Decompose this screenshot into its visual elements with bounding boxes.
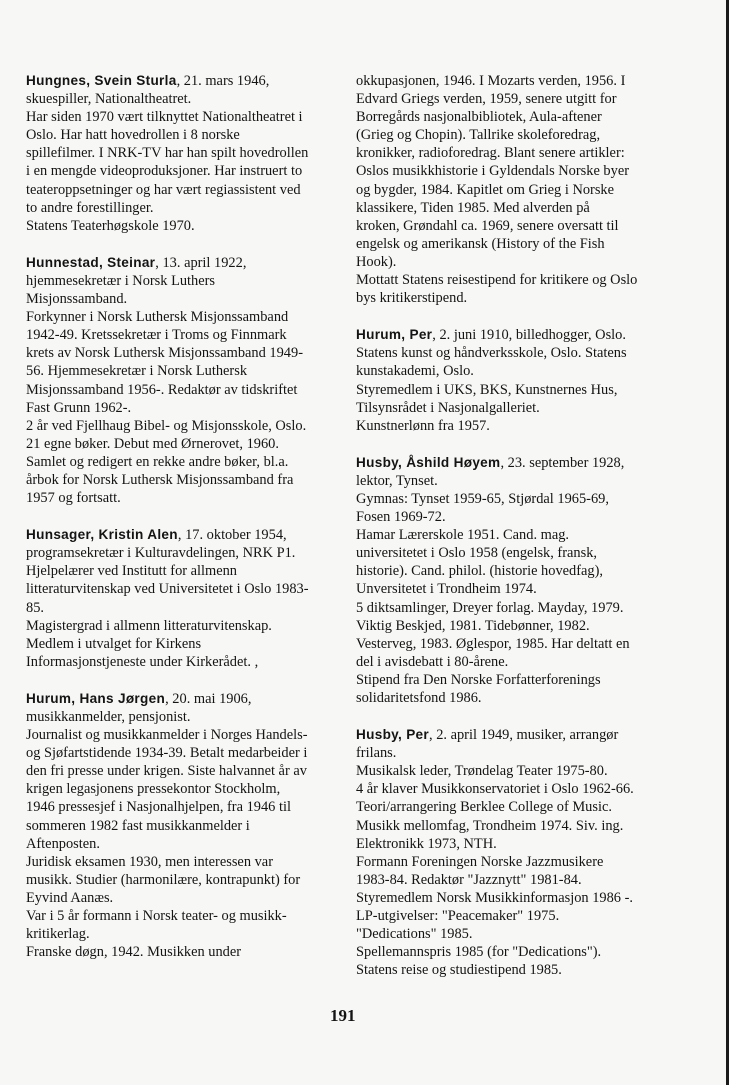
left-column bbox=[26, 72, 336, 980]
entry-text-line: Journalist og musikkanmelder i Norges Handels- bbox=[26, 727, 308, 744]
entry-text-line: Musikalsk leder, Trøndelag Teater 1975-80. bbox=[356, 763, 608, 780]
entry-text-line: Har siden 1970 vært tilknyttet Nationaltheatret i bbox=[26, 109, 303, 126]
entry-text-line: universitetet i Oslo 1958 (engelsk, fransk, bbox=[356, 545, 597, 562]
entry-text-line: Statens Teaterhøgskole 1970. bbox=[26, 217, 195, 234]
entry-text-line: Forkynner i Norsk Luthersk Misjonssamband bbox=[26, 309, 289, 326]
entry-text-line: okkupasjonen, 1946. I Mozarts verden, 1956. I bbox=[356, 73, 626, 89]
entry-text-line: Fast Grunn 1962-. bbox=[26, 399, 132, 416]
entry-text-line: Statens kunst og håndverksskole, Oslo. Statens bbox=[356, 345, 627, 362]
entry-text-line: og Sjøfartstidende 1934-39. Betalt medarbeider i bbox=[26, 745, 308, 762]
entry-text-line: 21 egne bøker. Debut med Ørnerovet, 1960. bbox=[26, 435, 279, 452]
entry-text-line: Juridisk eksamen 1930, men interessen var bbox=[26, 853, 273, 870]
entry-text-line: kunstakademi, Oslo. bbox=[356, 363, 474, 380]
bio-entry bbox=[356, 454, 662, 707]
entry-text-line: 1946 pressesjef i Nasjonalhjelpen, fra 1946 til bbox=[26, 799, 291, 816]
entry-text-line: Spellemannspris 1985 (for "Dedications"). bbox=[356, 944, 602, 961]
entry-text-line: lektor, Tynset. bbox=[356, 472, 438, 489]
entry-text-line: 56. Hjemmesekretær i Norsk Luthersk bbox=[26, 363, 248, 380]
entry-text-line: 2 år ved Fjellhaug Bibel- og Misjonsskole, Oslo. bbox=[26, 417, 307, 434]
entry-text-line: 4 år klaver Musikkonservatoriet i Oslo 1962-66. bbox=[356, 781, 634, 798]
entry-text-line: Styremedlem Norsk Musikkinformasjon 1986 -. bbox=[356, 889, 633, 906]
entry-text-line: Gymnas: Tynset 1959-65, Stjørdal 1965-69, bbox=[356, 490, 609, 507]
entry-text-line: LP-utgivelser: "Peacemaker" 1975. bbox=[356, 908, 560, 925]
entry-text-line: 5 diktsamlinger, Dreyer forlag. Mayday, 1979. bbox=[356, 599, 624, 616]
entry-heading bbox=[356, 326, 662, 344]
entry-text-line: Misjonssamband. bbox=[26, 291, 128, 308]
bio-entry bbox=[356, 72, 662, 307]
entry-text-line: i en mengde videoproduksjoner. Har instruert to bbox=[26, 163, 303, 180]
entry-heading bbox=[26, 526, 336, 544]
entry-text-line: Hook). bbox=[356, 253, 397, 270]
bio-entry bbox=[356, 726, 662, 979]
entry-text-line: sommeren 1982 fast musikkanmelder i bbox=[26, 817, 250, 834]
entry-text-line: "Dedications" 1985. bbox=[356, 926, 473, 943]
entry-text-line: teateroppsetninger og har vært regiassistent ved bbox=[26, 181, 301, 198]
entry-text-line: krigen legasjonens pressekontor Stockholm, bbox=[26, 781, 281, 798]
entry-text-line: spillefilmer. I NRK-TV har han spilt hovedrollen bbox=[26, 145, 309, 162]
entry-text-line: kroken, Grøndahl ca. 1969, senere oversatt til bbox=[356, 217, 619, 234]
entry-text-line: Styremedlem i UKS, BKS, Kunstnernes Hus, bbox=[356, 381, 618, 398]
entry-text-line: Stipend fra Den Norske Forfatterforenings bbox=[356, 671, 601, 688]
entry-text-line: (Grieg og Chopin). Tallrike skoleforedrag, bbox=[356, 127, 601, 144]
entry-heading-detail: , 20. mai 1906, bbox=[165, 690, 252, 707]
entry-text-line: to andre forestillinger. bbox=[26, 199, 154, 216]
entry-heading bbox=[356, 726, 662, 744]
entry-text-line: historie). Cand. philol. (historie hovedfag), bbox=[356, 563, 603, 580]
entry-text-line: Hjelpelærer ved Institutt for allmenn bbox=[26, 563, 238, 580]
bio-entry bbox=[26, 254, 336, 507]
entry-text-line: 1957 og fortsatt. bbox=[26, 490, 121, 507]
entry-text-line: Kunstnerlønn fra 1957. bbox=[356, 417, 490, 434]
bio-entry bbox=[26, 72, 336, 235]
bio-entry bbox=[26, 690, 336, 961]
entry-heading-detail: , 17. oktober 1954, bbox=[177, 527, 287, 544]
entry-text-line: Samlet og redigert en rekke andre bøker, bl.a. bbox=[26, 453, 289, 470]
entry-text-line: Fosen 1969-72. bbox=[356, 509, 446, 526]
entry-text-line: Teori/arrangering Berklee College of Music. bbox=[356, 799, 612, 816]
entry-text-line: Borregårds nasjonalbibliotek, Aula-aftener bbox=[356, 109, 602, 126]
entry-text-line: hjemmesekretær i Norsk Luthers bbox=[26, 272, 216, 289]
entry-text-line: Oslos musikkhistorie i Gyldendals Norske byer bbox=[356, 163, 629, 180]
entry-text-line: programsekretær i Kulturavdelingen, NRK P1. bbox=[26, 545, 296, 562]
entry-heading-detail: , 21. mars 1946, bbox=[176, 73, 270, 89]
page-number: 191 bbox=[330, 1006, 356, 1025]
entry-name: Hurum, Hans Jørgen bbox=[26, 690, 166, 706]
bio-entry bbox=[26, 526, 336, 671]
entry-text-line: 1942-49. Kretssekretær i Troms og Finnmark bbox=[26, 327, 287, 344]
entry-heading bbox=[26, 690, 336, 708]
entry-heading bbox=[26, 254, 336, 272]
entry-text-line: engelsk og amerikansk (History of the Fish bbox=[356, 235, 605, 252]
bio-entry bbox=[356, 326, 662, 435]
entry-heading bbox=[356, 454, 662, 472]
entry-text-line: Edvard Griegs verden, 1959, senere utgitt for bbox=[356, 91, 617, 108]
entry-text-line: frilans. bbox=[356, 745, 397, 762]
entry-name: Hunsager, Kristin Alen bbox=[26, 527, 178, 543]
entry-text-line: Viktig Beskjed, 1981. Tidebønner, 1982. bbox=[356, 617, 590, 634]
entry-heading bbox=[26, 72, 336, 90]
entry-text-line: litteraturvitenskap ved Universitetet i Oslo 1983- bbox=[26, 581, 309, 598]
entry-text-line: Franske døgn, 1942. Musikken under bbox=[26, 944, 242, 961]
entry-text-line: kritikerlag. bbox=[26, 926, 90, 943]
entry-text-line: bys kritikerstipend. bbox=[356, 290, 468, 307]
entry-text-line: Medlem i utvalget for Kirkens bbox=[26, 635, 202, 652]
entry-heading-detail: , 2. juni 1910, billedhogger, Oslo. bbox=[432, 327, 626, 344]
entry-text-line: Unversitetet i Trondheim 1974. bbox=[356, 581, 537, 598]
entry-text-line: Var i 5 år formann i Norsk teater- og musikk- bbox=[26, 908, 287, 925]
entry-text-line: Statens reise og studiestipend 1985. bbox=[356, 962, 562, 979]
entry-heading-detail: , 13. april 1922, bbox=[155, 254, 247, 271]
entry-text-line: solidaritetsfond 1986. bbox=[356, 690, 482, 706]
entry-heading-detail: , 2. april 1949, musiker, arrangør bbox=[429, 727, 619, 744]
entry-text-line: Aftenposten. bbox=[26, 835, 100, 852]
right-column bbox=[356, 72, 662, 998]
entry-text-line: krets av Norsk Luthersk Misjonssamband 1949- bbox=[26, 345, 303, 362]
entry-text-line: Misjonssamband 1956-. Redaktør av tidskriftet bbox=[26, 381, 298, 398]
entry-text-line: kronikker, radioforedrag. Blant senere artikler: bbox=[356, 145, 625, 162]
entry-name: Hunnestad, Steinar bbox=[26, 254, 156, 270]
entry-text-line: Magistergrad i allmenn litteraturvitenskap. bbox=[26, 617, 272, 634]
entry-text-line: Informasjonstjeneste under Kirkerådet. , bbox=[26, 653, 259, 670]
entry-name: Husby, Per bbox=[356, 727, 430, 743]
entry-text-line: del i avisdebatt i 80-årene. bbox=[356, 653, 509, 670]
entry-text-line: Oslo. Har hatt hovedrollen i 8 norske bbox=[26, 127, 240, 144]
entry-name: Hungnes, Svein Sturla bbox=[26, 73, 177, 88]
entry-heading-detail: , 23. september 1928, bbox=[500, 454, 625, 471]
entry-text-line: Formann Foreningen Norske Jazzmusikere bbox=[356, 853, 604, 870]
entry-name: Hurum, Per bbox=[356, 327, 433, 343]
entry-text-line: Musikk mellomfag, Trondheim 1974. Siv. ing. bbox=[356, 817, 624, 834]
entry-text-line: den fri presse under krigen. Siste halvannet år av bbox=[26, 763, 307, 780]
entry-text-line: Tilsynsrådet i Nasjonalgalleriet. bbox=[356, 399, 540, 416]
entry-name: Husby, Åshild Høyem bbox=[356, 454, 501, 470]
entry-text-line: Eyvind Aanæs. bbox=[26, 889, 114, 906]
entry-text-line: 1983-84. Redaktør "Jazznytt" 1981-84. bbox=[356, 871, 582, 888]
entry-text-line: Mottatt Statens reisestipend for kritikere og Oslo bbox=[356, 272, 638, 289]
entry-text-line: Elektronikk 1973, NTH. bbox=[356, 835, 497, 852]
entry-text-line: klassikere, Tiden 1985. Med alverden på bbox=[356, 199, 590, 216]
entry-text-line: musikkanmelder, pensjonist. bbox=[26, 709, 191, 725]
entry-text-line: Hamar Lærerskole 1951. Cand. mag. bbox=[356, 527, 570, 544]
entry-text-line: musikk. Studier (harmonilære, kontrapunkt) for bbox=[26, 871, 301, 888]
entry-text-line: og bygder, 1984. Kapitlet om Grieg i Norske bbox=[356, 181, 615, 198]
entry-text-line: 85. bbox=[26, 599, 44, 616]
entry-text-line: skuespiller, Nationaltheatret. bbox=[26, 91, 192, 108]
entry-text-line: årbok for Norsk Luthersk Misjonssamband fra bbox=[26, 471, 294, 488]
entry-text-line: Vesterveg, 1983. Øglespor, 1985. Har deltatt en bbox=[356, 635, 630, 652]
